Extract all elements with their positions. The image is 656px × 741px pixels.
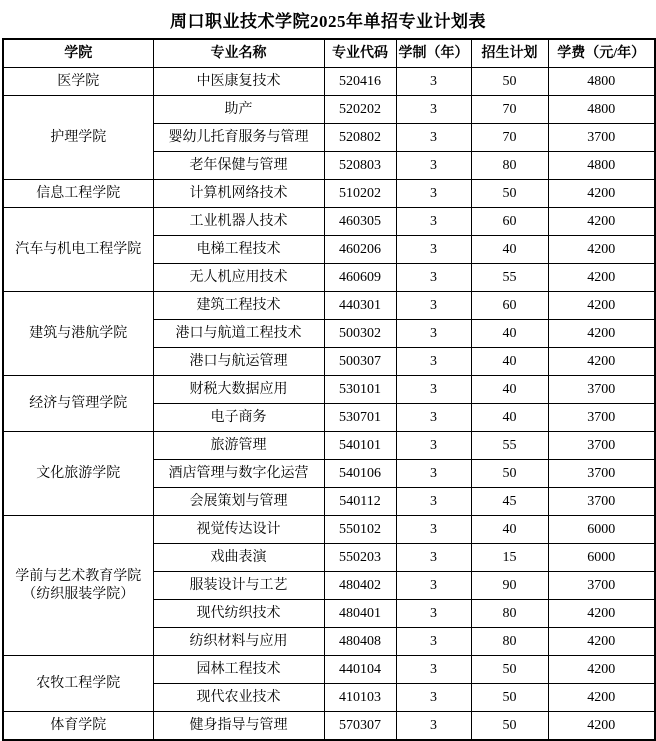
tuition-cell: 4200: [548, 628, 655, 656]
years-cell: 3: [396, 684, 471, 712]
table-row: [3, 516, 655, 544]
plan-cell: 50: [471, 68, 548, 96]
major-cell: 港口与航运管理: [153, 348, 324, 376]
tuition-cell: 4800: [548, 96, 655, 124]
college-cell: 汽车与机电工程学院: [3, 208, 153, 292]
col-header-years: 学制（年）: [396, 39, 471, 68]
college-cell: 农牧工程学院: [3, 656, 153, 712]
page-title: 周口职业技术学院2025年单招专业计划表: [170, 11, 486, 31]
tuition-cell: 4200: [548, 684, 655, 712]
tuition-cell: 6000: [548, 516, 655, 544]
college-cell: 经济与管理学院: [3, 376, 153, 432]
tuition-cell: 3700: [548, 432, 655, 460]
code-cell: 500307: [324, 348, 396, 376]
tuition-cell: 4200: [548, 292, 655, 320]
plan-cell: 45: [471, 488, 548, 516]
major-cell: 助产: [153, 96, 324, 124]
plan-cell: 55: [471, 432, 548, 460]
years-cell: 3: [396, 404, 471, 432]
major-cell: 计算机网络技术: [153, 180, 324, 208]
tuition-cell: 3700: [548, 404, 655, 432]
years-cell: 3: [396, 544, 471, 572]
plan-cell: 40: [471, 516, 548, 544]
college-cell: 信息工程学院: [3, 180, 153, 208]
college-name-line2: （纺织服装学院）: [22, 586, 135, 602]
years-cell: 3: [396, 516, 471, 544]
plan-cell: 80: [471, 600, 548, 628]
tuition-cell: 4200: [548, 208, 655, 236]
tuition-cell: 3700: [548, 376, 655, 404]
years-cell: 3: [396, 96, 471, 124]
years-cell: 3: [396, 376, 471, 404]
tuition-cell: 6000: [548, 544, 655, 572]
major-cell: 戏曲表演: [153, 544, 324, 572]
code-cell: 440104: [324, 656, 396, 684]
code-cell: 540112: [324, 488, 396, 516]
code-cell: 570307: [324, 712, 396, 741]
enrollment-plan-table: [2, 38, 656, 741]
major-cell: 健身指导与管理: [153, 712, 324, 741]
code-cell: 530701: [324, 404, 396, 432]
code-cell: 480401: [324, 600, 396, 628]
years-cell: 3: [396, 348, 471, 376]
table-row: [3, 376, 655, 404]
table-row: [3, 180, 655, 208]
tuition-cell: 4200: [548, 600, 655, 628]
college-cell: [3, 516, 153, 656]
table-row: [3, 292, 655, 320]
years-cell: 3: [396, 488, 471, 516]
major-cell: 园林工程技术: [153, 656, 324, 684]
code-cell: 460305: [324, 208, 396, 236]
plan-cell: 40: [471, 236, 548, 264]
major-cell: 婴幼儿托育服务与管理: [153, 124, 324, 152]
code-cell: 550102: [324, 516, 396, 544]
major-cell: 电子商务: [153, 404, 324, 432]
years-cell: 3: [396, 208, 471, 236]
college-cell: 护理学院: [3, 96, 153, 180]
years-cell: 3: [396, 460, 471, 488]
tuition-cell: 4200: [548, 656, 655, 684]
major-cell: 现代纺织技术: [153, 600, 324, 628]
major-cell: 酒店管理与数字化运营: [153, 460, 324, 488]
plan-cell: 40: [471, 348, 548, 376]
years-cell: 3: [396, 292, 471, 320]
col-header-tuition: 学费（元/年）: [548, 39, 655, 68]
years-cell: 3: [396, 432, 471, 460]
major-cell: 工业机器人技术: [153, 208, 324, 236]
tuition-cell: 4200: [548, 180, 655, 208]
code-cell: 410103: [324, 684, 396, 712]
tuition-cell: 4200: [548, 712, 655, 741]
major-cell: 港口与航道工程技术: [153, 320, 324, 348]
code-cell: 460609: [324, 264, 396, 292]
years-cell: 3: [396, 236, 471, 264]
college-cell: 医学院: [3, 68, 153, 96]
plan-cell: 15: [471, 544, 548, 572]
table-row: [3, 432, 655, 460]
years-cell: 3: [396, 180, 471, 208]
plan-cell: 80: [471, 628, 548, 656]
tuition-cell: 3700: [548, 572, 655, 600]
code-cell: 480408: [324, 628, 396, 656]
plan-cell: 50: [471, 684, 548, 712]
plan-cell: 50: [471, 656, 548, 684]
header-row: [3, 39, 655, 68]
code-cell: 540101: [324, 432, 396, 460]
major-cell: 旅游管理: [153, 432, 324, 460]
code-cell: 510202: [324, 180, 396, 208]
table-row: [3, 68, 655, 96]
code-cell: 460206: [324, 236, 396, 264]
code-cell: 520803: [324, 152, 396, 180]
years-cell: 3: [396, 152, 471, 180]
years-cell: 3: [396, 572, 471, 600]
plan-cell: 40: [471, 376, 548, 404]
tuition-cell: 3700: [548, 460, 655, 488]
code-cell: 520202: [324, 96, 396, 124]
code-cell: 520802: [324, 124, 396, 152]
tuition-cell: 4200: [548, 320, 655, 348]
major-cell: 纺织材料与应用: [153, 628, 324, 656]
years-cell: 3: [396, 124, 471, 152]
tuition-cell: 3700: [548, 488, 655, 516]
major-cell: 老年保健与管理: [153, 152, 324, 180]
plan-cell: 70: [471, 124, 548, 152]
plan-cell: 50: [471, 180, 548, 208]
tuition-cell: 4200: [548, 348, 655, 376]
major-cell: 财税大数据应用: [153, 376, 324, 404]
tuition-cell: 4200: [548, 236, 655, 264]
table-row: [3, 96, 655, 124]
tuition-cell: 3700: [548, 124, 655, 152]
table-row: [3, 656, 655, 684]
college-cell: 建筑与港航学院: [3, 292, 153, 376]
college-name: 学前与艺术教育学院: [15, 568, 142, 584]
years-cell: 3: [396, 600, 471, 628]
code-cell: 480402: [324, 572, 396, 600]
plan-cell: 60: [471, 208, 548, 236]
major-cell: 中医康复技术: [153, 68, 324, 96]
major-cell: 建筑工程技术: [153, 292, 324, 320]
col-header-plan: 招生计划: [471, 39, 548, 68]
code-cell: 530101: [324, 376, 396, 404]
college-cell: 文化旅游学院: [3, 432, 153, 516]
tuition-cell: 4800: [548, 68, 655, 96]
major-cell: 无人机应用技术: [153, 264, 324, 292]
major-cell: 会展策划与管理: [153, 488, 324, 516]
code-cell: 500302: [324, 320, 396, 348]
code-cell: 520416: [324, 68, 396, 96]
code-cell: 440301: [324, 292, 396, 320]
plan-cell: 50: [471, 712, 548, 741]
years-cell: 3: [396, 68, 471, 96]
years-cell: 3: [396, 320, 471, 348]
tuition-cell: 4200: [548, 264, 655, 292]
years-cell: 3: [396, 656, 471, 684]
plan-cell: 80: [471, 152, 548, 180]
col-header-major: 专业名称: [153, 39, 324, 68]
col-header-college: 学院: [3, 39, 153, 68]
tuition-cell: 4800: [548, 152, 655, 180]
major-cell: 视觉传达设计: [153, 516, 324, 544]
plan-cell: 50: [471, 460, 548, 488]
table-row: [3, 712, 655, 741]
code-cell: 540106: [324, 460, 396, 488]
major-cell: 电梯工程技术: [153, 236, 324, 264]
table-row: [3, 208, 655, 236]
col-header-code: 专业代码: [324, 39, 396, 68]
years-cell: 3: [396, 712, 471, 741]
major-cell: 服装设计与工艺: [153, 572, 324, 600]
plan-cell: 40: [471, 320, 548, 348]
plan-cell: 90: [471, 572, 548, 600]
years-cell: 3: [396, 628, 471, 656]
major-cell: 现代农业技术: [153, 684, 324, 712]
plan-cell: 70: [471, 96, 548, 124]
plan-cell: 60: [471, 292, 548, 320]
college-cell: 体育学院: [3, 712, 153, 741]
years-cell: 3: [396, 264, 471, 292]
code-cell: 550203: [324, 544, 396, 572]
plan-cell: 40: [471, 404, 548, 432]
plan-cell: 55: [471, 264, 548, 292]
